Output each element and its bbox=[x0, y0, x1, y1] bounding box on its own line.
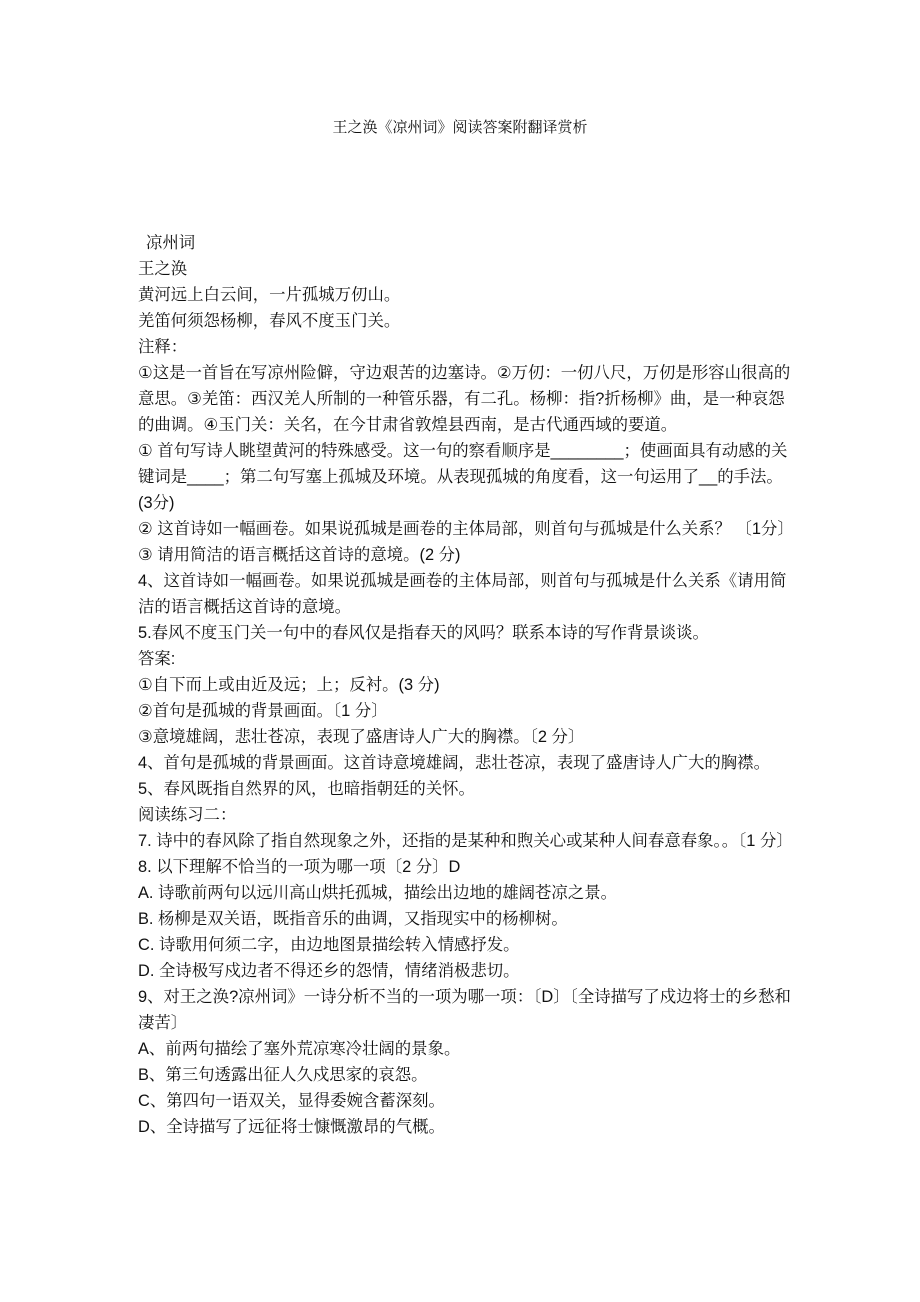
answer: ①自下而上或由近及远；上；反衬。(3 分) bbox=[138, 676, 440, 694]
notes-text: ①这是一首旨在写凉州险僻，守边艰苦的边塞诗。②万仞：一仞八尺，万仞是形容山很高的意思。③羌笛：西汉羌人所制的一种管乐器，有二孔。杨柳：指?折杨柳》曲，是一种哀怨的曲调。④玉门关：关名，在今甘肃省敦煌县西南，是古代通西域的要道。 bbox=[138, 364, 791, 434]
question: 5.春风不度玉门关一句中的春风仅是指春天的风吗？联系本诗的写作背景谈谈。 bbox=[138, 624, 709, 642]
practice-item: C、第四句一语双关，显得委婉含蓄深刻。 bbox=[138, 1092, 445, 1110]
answer: ③意境雄阔，悲壮苍凉，表现了盛唐诗人广大的胸襟。〔2 分〕 bbox=[138, 728, 585, 746]
poem-line: 羌笛何须怨杨柳，春风不度玉门关。 bbox=[138, 312, 401, 330]
question: ② 这首诗如一幅画卷。如果说孤城是画卷的主体局部，则首句与孤城是什么关系？ 〔1分〕 bbox=[138, 520, 794, 538]
practice-item: A、前两句描绘了塞外荒凉寒冷壮阔的景象。 bbox=[138, 1040, 461, 1058]
question: ③ 请用简洁的语言概括这首诗的意境。(2 分) bbox=[138, 546, 461, 564]
practice-item: D、全诗描写了远征将士慷慨激昂的气概。 bbox=[138, 1118, 445, 1136]
document-title: 王之涣《凉州词》阅读答案附翻译赏析 bbox=[332, 119, 588, 136]
notes-heading: 注释： bbox=[138, 338, 188, 356]
answer: 4、首句是孤城的背景画面。这首诗意境雄阔，悲壮苍凉，表现了盛唐诗人广大的胸襟。 bbox=[138, 754, 770, 772]
answer: 5、春风既指自然界的风，也暗指朝廷的关怀。 bbox=[138, 780, 475, 798]
practice-item: B、第三句透露出征人久戍思家的哀怨。 bbox=[138, 1066, 428, 1084]
document-body bbox=[138, 230, 794, 1140]
practice-item: D. 全诗极写戍边者不得还乡的怨情，情绪消极悲切。 bbox=[138, 962, 520, 980]
practice-item: 8. 以下理解不恰当的一项为哪一项〔2 分〕D bbox=[138, 858, 461, 876]
question: ① 首句写诗人眺望黄河的特殊感受。这一句的察看顺序是________；使画面具有动感的关键词是____；第二句写塞上孤城及环境。从表现孤城的角度看，这一句运用了__的手法。(3分) bbox=[138, 442, 788, 512]
answers-heading: 答案: bbox=[138, 650, 176, 668]
poem-author: 王之涣 bbox=[138, 260, 188, 278]
practice-item: 9、对王之涣?凉州词》一诗分析不当的一项为哪一项：〔D〕〔全诗描写了戍边将士的乡愁和凄苦〕 bbox=[138, 988, 791, 1032]
practice-item: 7. 诗中的春风除了指自然现象之外，还指的是某种和煦关心或某种人间春意春象。。〔1 分〕 bbox=[138, 832, 793, 850]
practice-heading: 阅读练习二： bbox=[138, 806, 237, 824]
poem-title: 凉州词 bbox=[146, 234, 196, 252]
practice-item: C. 诗歌用何须二字，由边地图景描绘转入情感抒发。 bbox=[138, 936, 520, 954]
practice-item: B. 杨柳是双关语，既指音乐的曲调，又指现实中的杨柳树。 bbox=[138, 910, 568, 928]
poem-line: 黄河远上白云间，一片孤城万仞山。 bbox=[138, 286, 401, 304]
answer: ②首句是孤城的背景画面。〔1 分〕 bbox=[138, 702, 388, 720]
practice-item: A. 诗歌前两句以远川高山烘托孤城，描绘出边地的雄阔苍凉之景。 bbox=[138, 884, 617, 902]
question: 4、这首诗如一幅画卷。如果说孤城是画卷的主体局部，则首句与孤城是什么关系《请用简洁的语言概括这首诗的意境。 bbox=[138, 572, 787, 616]
